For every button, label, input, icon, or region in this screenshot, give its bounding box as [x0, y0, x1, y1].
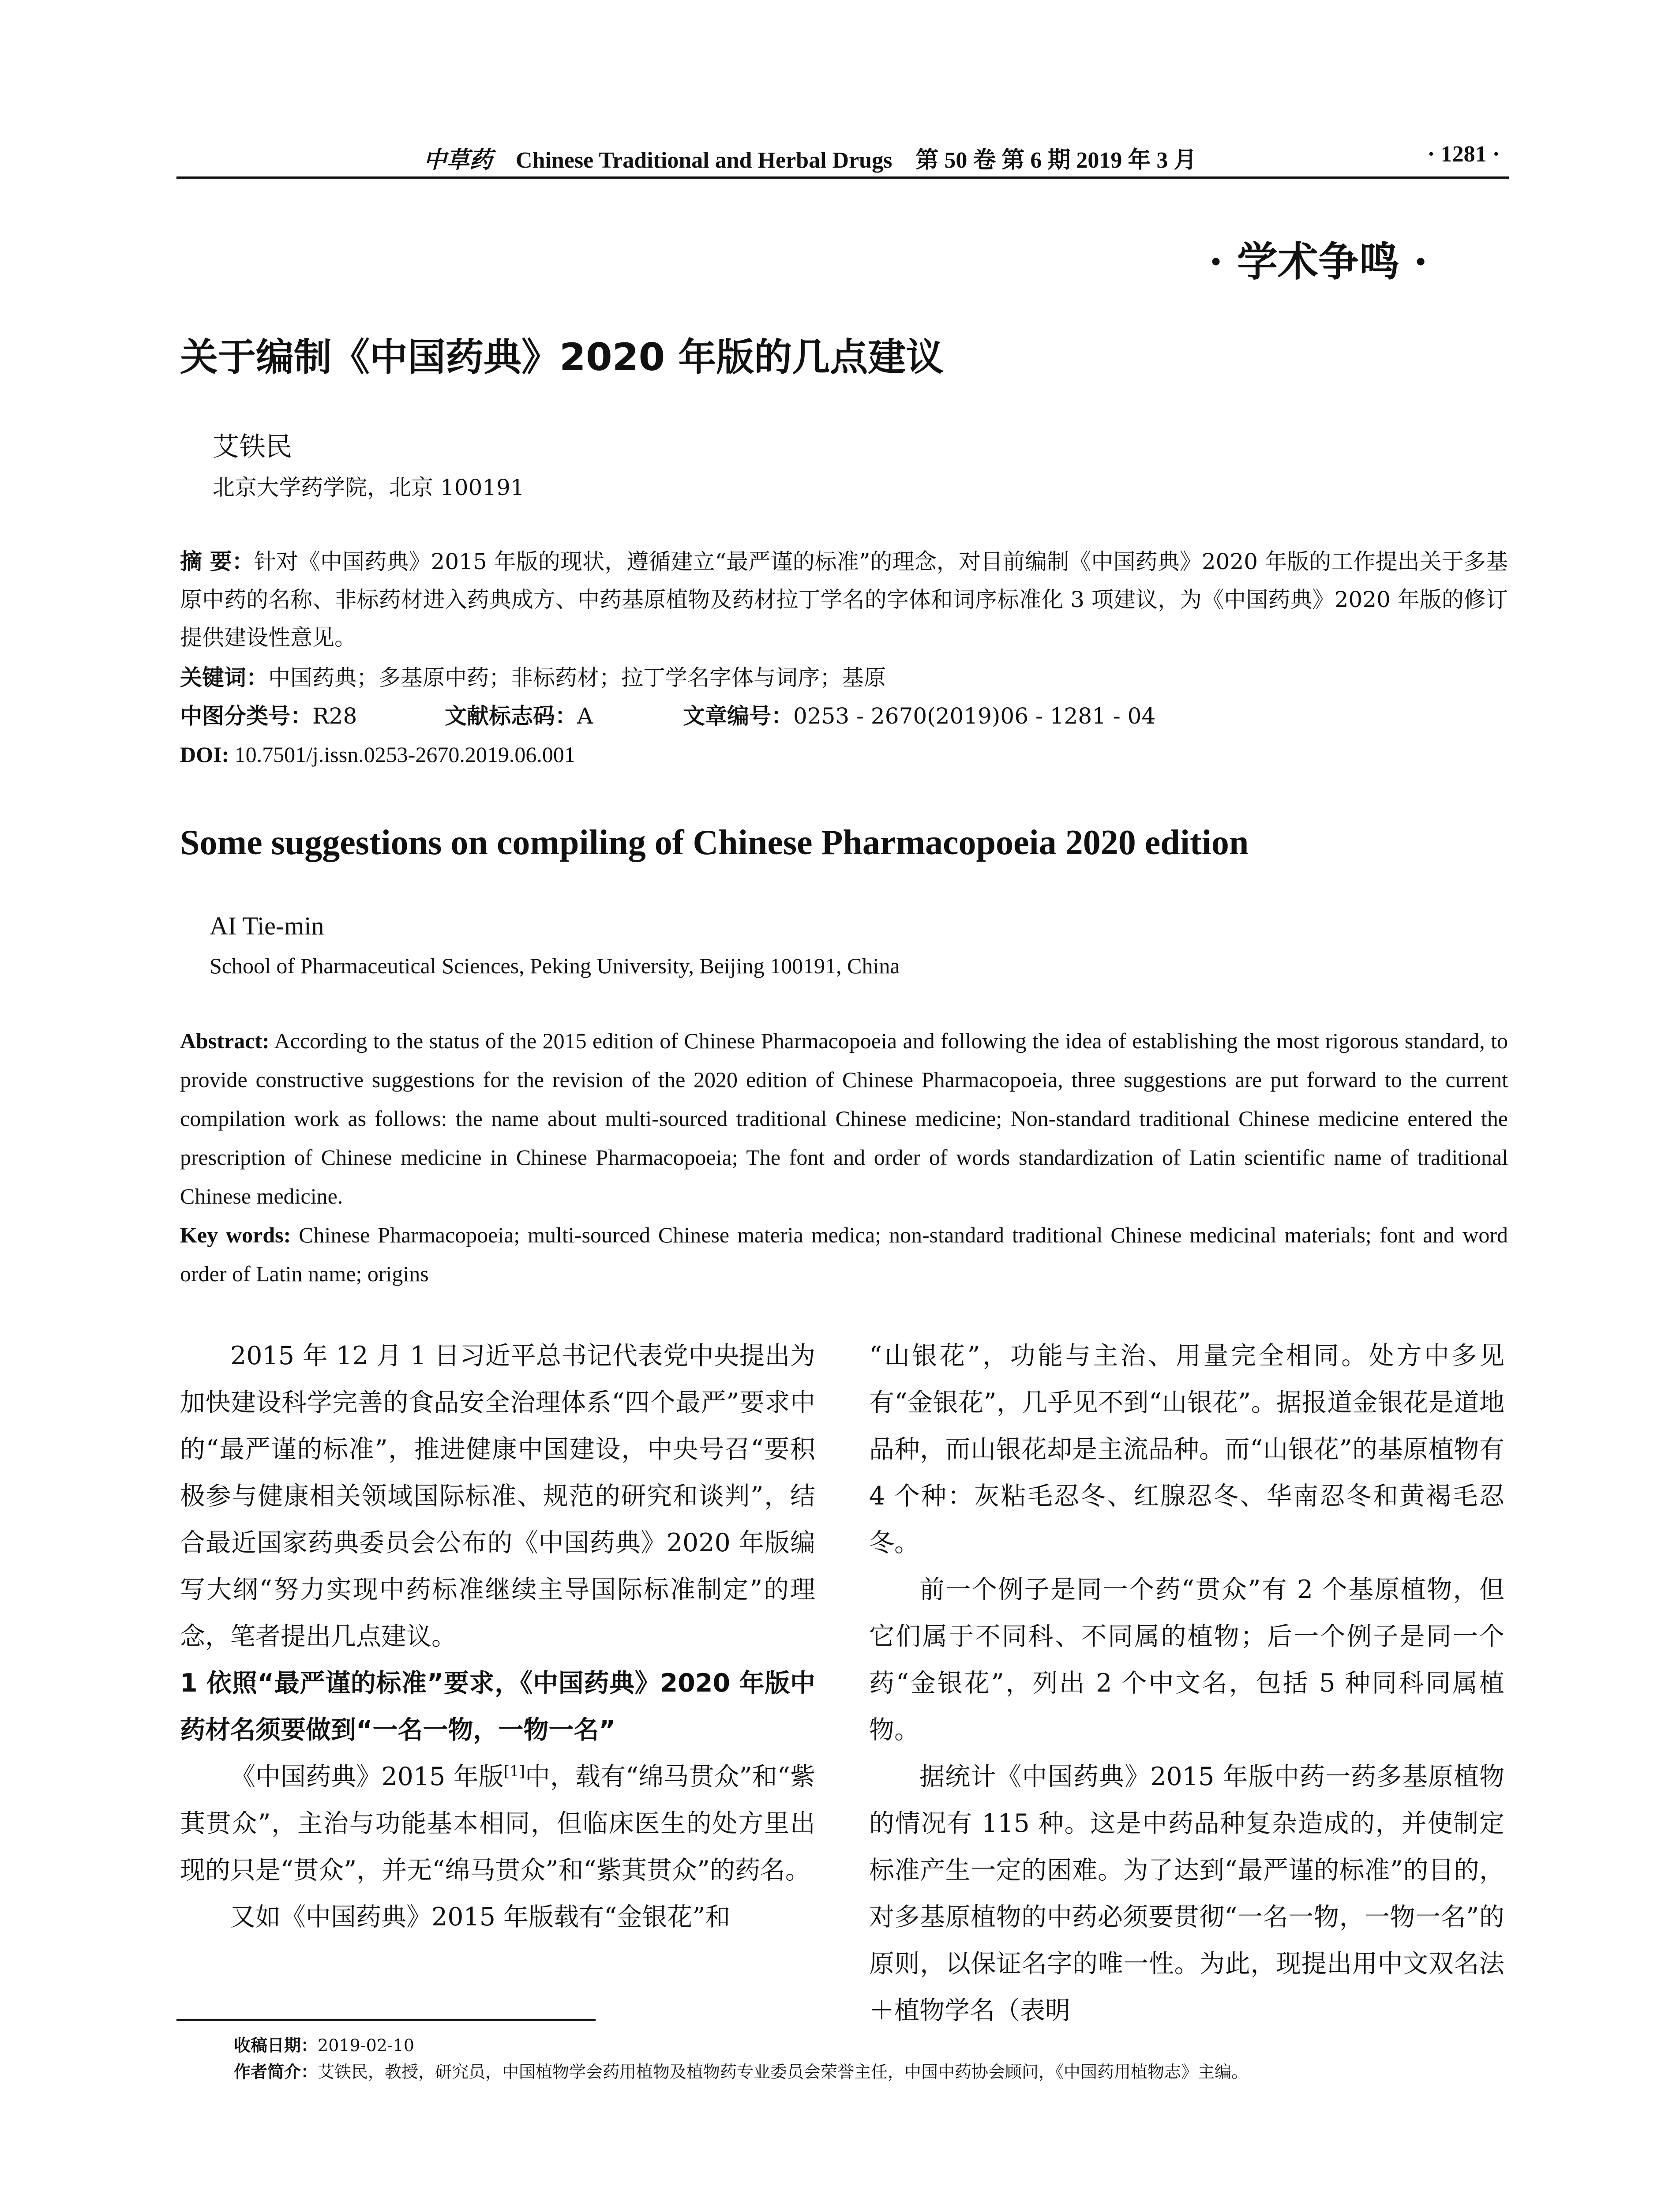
body-paragraph: 《中国药典》2015 年版[1]中，载有“绵马贯众”和“紫萁贯众”，主治与功能基本相同，但临床医生的处方里出现的只是“贯众”，并无“绵马贯众”和“紫萁贯众”的药名。	[180, 1762, 815, 1885]
body-paragraph: 又如《中国药典》2015 年版载有“金银花”和	[230, 1902, 731, 1932]
doi-value[interactable]: 10.7501/j.issn.0253-2670.2019.06.001	[234, 742, 575, 767]
clc-code: 中图分类号：R28	[180, 703, 357, 729]
abstract-cn-label: 摘 要：	[180, 549, 254, 574]
journal-name-en: Chinese Traditional and Herbal Drugs	[516, 148, 892, 173]
footnote-author-bio: 作者简介：艾铁民，教授，研究员，中国植物学会药用植物及植物药专业委员会荣誉主任，中国中药协会顾问，《中国药用植物志》主编。	[234, 2062, 1249, 2082]
keywords-en-text: Chinese Pharmacopoeia; multi-sourced Chinese materia medica; non-standard traditional Chinese medicinal materials; font and word order of Latin name; origins	[180, 1223, 1508, 1286]
body-paragraph: 2015 年 12 月 1 日习近平总书记代表党中央提出为加快建设科学完善的食品安全治理体系“四个最严”要求中的“最严谨的标准”，推进健康中国建设，中央号召“要积极参与健康相关领域国际标准、规范的研究和谈判”，结合最近国家药典委员会公布的《中国药典》2020 年版编写大纲“努力实现中药标准继续主导国际标准制定”的理念，笔者提出几点建议。	[180, 1341, 815, 1651]
body-column-left	[180, 1332, 815, 1940]
journal-logo-cn: 中草药	[424, 148, 493, 173]
title-cn: 关于编制《中国药典》2020 年版的几点建议	[180, 335, 944, 379]
author-en: AI Tie-min	[210, 912, 324, 940]
keywords-en	[180, 1216, 1508, 1293]
body-paragraph: 据统计《中国药典》2015 年版中药一药多基原植物的情况有 115 种。这是中药品种复杂造成的，并使制定标准产生一定的困难。为了达到“最严谨的标准”的目的，对多基原植物的中药必须要贯彻“一名一物，一物一名”的原则，以保证名字的唯一性。为此，现提出用中文双名法＋植物学名（表明	[869, 1762, 1504, 2025]
page-number: · 1281 ·	[1427, 142, 1500, 167]
affiliation-cn: 北京大学药学院，北京 100191	[213, 475, 525, 500]
journal-info	[424, 141, 1196, 174]
column-label: · 学术争鸣 ·	[1209, 238, 1428, 285]
body-column-right	[869, 1332, 1504, 2034]
header-rule	[176, 176, 1509, 179]
abstract-en-label: Abstract:	[180, 1028, 270, 1053]
journal-issue: 第 50 卷 第 6 期 2019 年 3 月	[915, 148, 1197, 173]
keywords-en-label: Key words:	[180, 1223, 291, 1247]
article-number: 文章编号：0253 - 2670(2019)06 - 1281 - 04	[683, 703, 1156, 729]
footnote-rule	[176, 2019, 596, 2021]
document-code: 文献标志码：A	[445, 703, 593, 729]
affiliation-en: School of Pharmaceutical Sciences, Peking University, Beijing 100191, China	[210, 953, 900, 978]
footnote-received-date: 收稿日期：2019-02-10	[234, 2036, 415, 2055]
keywords-cn	[180, 659, 1508, 697]
title-en: Some suggestions on compiling of Chinese Pharmacopoeia 2020 edition	[180, 823, 1249, 862]
body-paragraph: 前一个例子是同一个药“贯众”有 2 个基原植物，但它们属于不同科、不同属的植物；后一个例子是同一个药“金银花”，列出 2 个中文名，包括 5 种同科同属植物。	[869, 1575, 1504, 1745]
doi	[180, 735, 1508, 773]
body-paragraph: “山银花”，功能与主治、用量完全相同。处方中多见有“金银花”，几乎见不到“山银花”。据报道金银花是道地品种，而山银花却是主流品种。而“山银花”的基原植物有 4 个种：灰粘毛忍冬、红腺忍冬、华南忍冬和黄褐毛忍冬。	[869, 1341, 1504, 1557]
doi-label: DOI:	[180, 742, 229, 767]
running-header	[176, 132, 1509, 176]
abstract-en	[180, 1021, 1508, 1216]
keywords-cn-label: 关键词：	[180, 665, 268, 690]
keywords-cn-text: 中国药典；多基原中药；非标药材；拉丁学名字体与词序；基原	[268, 665, 886, 690]
reference-link[interactable]: [1]	[503, 1763, 525, 1780]
section-heading-1: 1 依照“最严谨的标准”要求，《中国药典》2020 年版中药材名须要做到“一名一物，一物一名”	[180, 1669, 815, 1745]
abstract-en-text: According to the status of the 2015 edition of Chinese Pharmacopoeia and following the idea of establishing the most rigorous standard, to provide constructive suggestions for the revision of the 2020 edition of Chinese Pharmacopoeia, three suggestions are put forward to the current compilation work as follows: the name about multi-sourced traditional Chinese medicine; Non-standard traditional Chinese medicine entered the prescription of Chinese medicine in Chinese Pharmacopoeia; The font and order of words standardization of Latin scientific name of traditional Chinese medicine.	[180, 1028, 1508, 1208]
abstract-cn	[180, 543, 1508, 657]
author-cn: 艾铁民	[213, 431, 292, 462]
abstract-cn-text: 针对《中国药典》2015 年版的现状，遵循建立“最严谨的标准”的理念，对目前编制《中国药典》2020 年版的工作提出关于多基原中药的名称、非标药材进入药典成方、中药基原植物及药材拉丁学名的字体和词序标准化 3 项建议，为《中国药典》2020 年版的修订提供建设性意见。	[180, 549, 1508, 650]
